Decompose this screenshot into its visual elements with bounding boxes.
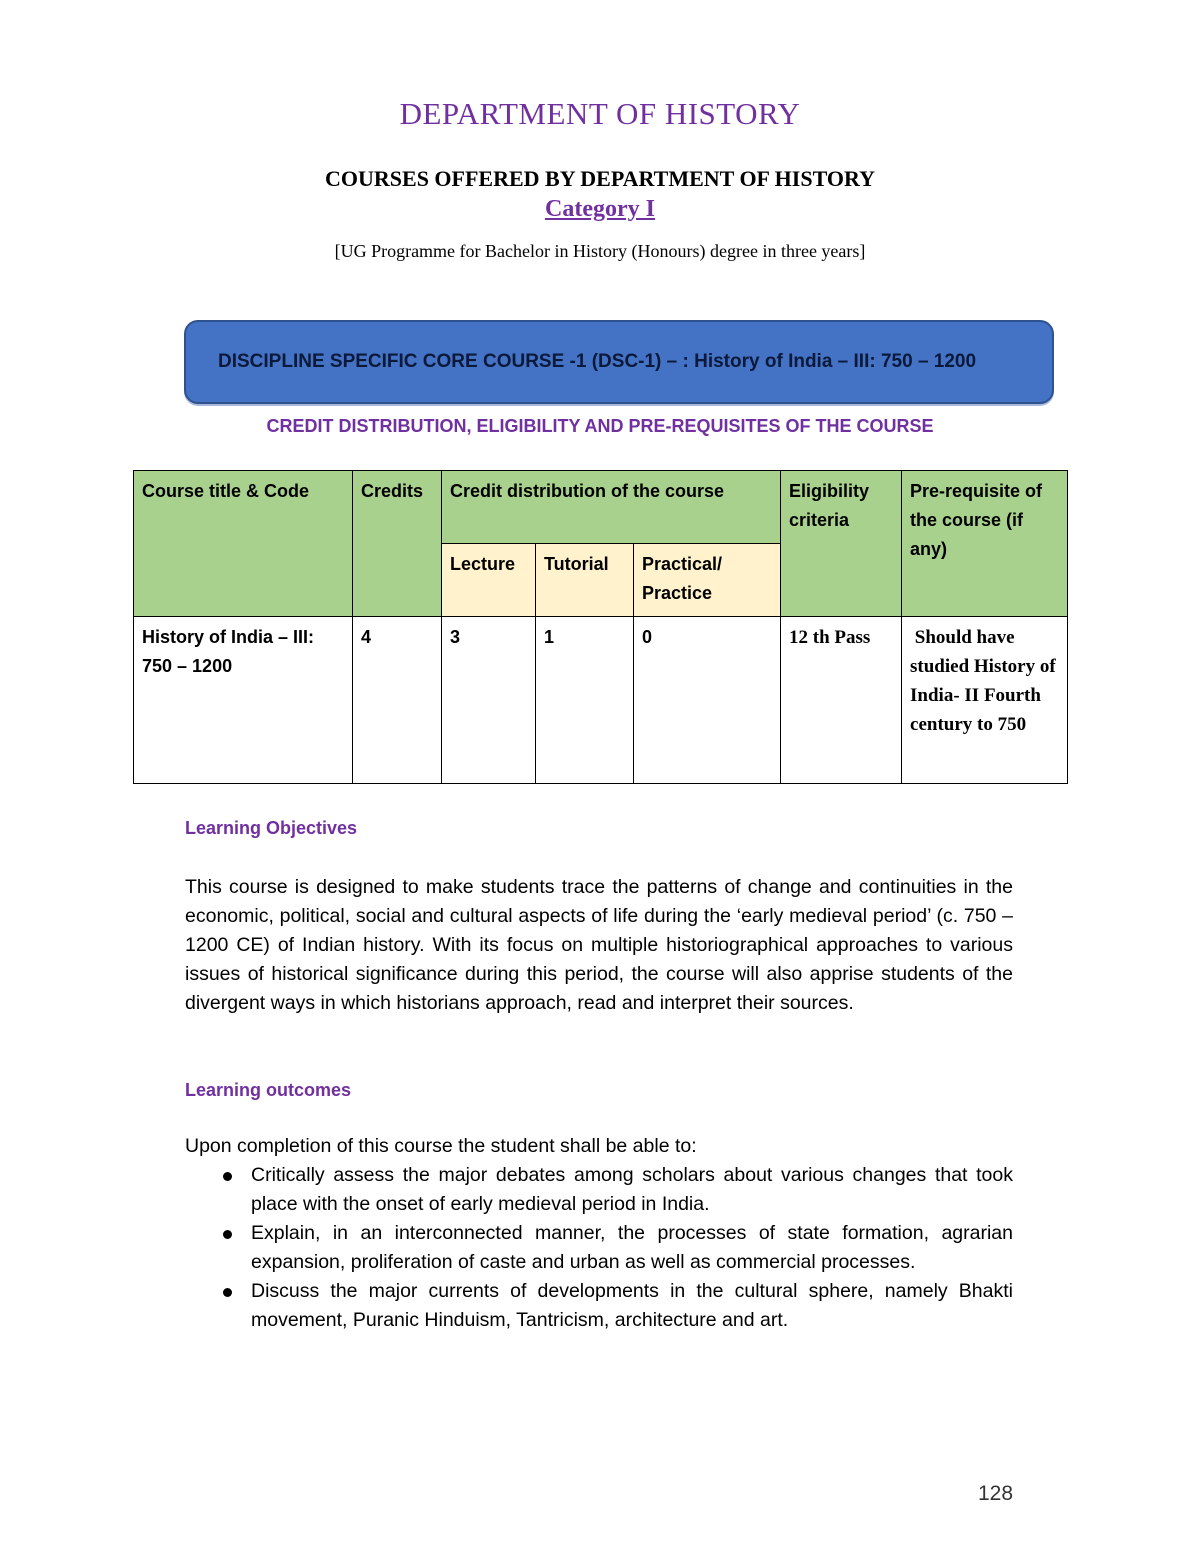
list-item [185, 1219, 1013, 1277]
header-prerequisite: Pre-requisite of the course (if any) [902, 471, 1068, 617]
courses-offered-heading: COURSES OFFERED BY DEPARTMENT OF HISTORY [325, 166, 875, 191]
list-item [185, 1277, 1013, 1335]
page-number: 128 [978, 1482, 1014, 1505]
list-item [185, 1161, 1013, 1219]
header-tutorial: Tutorial [536, 544, 634, 617]
header-lecture: Lecture [442, 544, 536, 617]
cell-course-title: History of India – III: 750 – 1200 [134, 617, 353, 784]
category-label: Category I [545, 196, 655, 222]
course-banner-text: DISCIPLINE SPECIFIC CORE COURSE -1 (DSC-1) – : History of India – III: 750 – 1200 [218, 351, 977, 372]
cell-credits: 4 [353, 617, 442, 784]
header-eligibility: Eligibility criteria [781, 471, 902, 617]
cell-practical: 0 [634, 617, 781, 784]
learning-objectives-text: This course is designed to make students trace the patterns of change and continuities in the economic, political, social and cultural aspects of life during the ‘early medieval period’ (c. 750 – 1200 CE) of Indian history. With its focus on multiple historiographical approaches to various issues of historical significance during this period, the course will also apprise students of the divergent ways in which historians approach, read and interpret their sources. [185, 876, 1013, 1014]
cell-lecture: 3 [442, 617, 536, 784]
cell-eligibility: 12 th Pass [781, 617, 902, 784]
header-practical: Practical/ Practice [634, 544, 781, 617]
credit-distribution-heading: CREDIT DISTRIBUTION, ELIGIBILITY AND PRE-REQUISITES OF THE COURSE [266, 416, 934, 436]
outcome-text: Discuss the major currents of developments in the cultural sphere, namely Bhakti movement, Puranic Hinduism, Tantricism, architecture and art. [251, 1280, 1013, 1331]
bullet-icon [223, 1172, 232, 1181]
category-heading [0, 196, 1200, 223]
learning-outcomes-heading: Learning outcomes [185, 1080, 352, 1100]
programme-description: [UG Programme for Bachelor in History (Honours) degree in three years] [334, 241, 866, 261]
course-title-banner [184, 320, 1054, 404]
credit-table [133, 470, 1068, 784]
learning-objectives-heading: Learning Objectives [185, 818, 358, 838]
bullet-icon [223, 1230, 232, 1239]
header-credits: Credits [353, 471, 442, 617]
outcome-text: Explain, in an interconnected manner, the processes of state formation, agrarian expansion, proliferation of caste and urban as well as commercial processes. [251, 1222, 1013, 1273]
bullet-icon [223, 1288, 232, 1297]
learning-outcomes-list [185, 1161, 1013, 1335]
header-course-title: Course title & Code [134, 471, 353, 617]
cell-tutorial: 1 [536, 617, 634, 784]
cell-prerequisite: Should have studied History of India- II Fourth century to 750 [902, 617, 1068, 784]
outcome-text: Critically assess the major debates among scholars about various changes that took place with the onset of early medieval period in India. [251, 1164, 1013, 1215]
header-credit-distribution: Credit distribution of the course [442, 471, 781, 544]
learning-outcomes-intro: Upon completion of this course the student shall be able to: [185, 1135, 697, 1157]
department-title: DEPARTMENT OF HISTORY [399, 96, 801, 131]
